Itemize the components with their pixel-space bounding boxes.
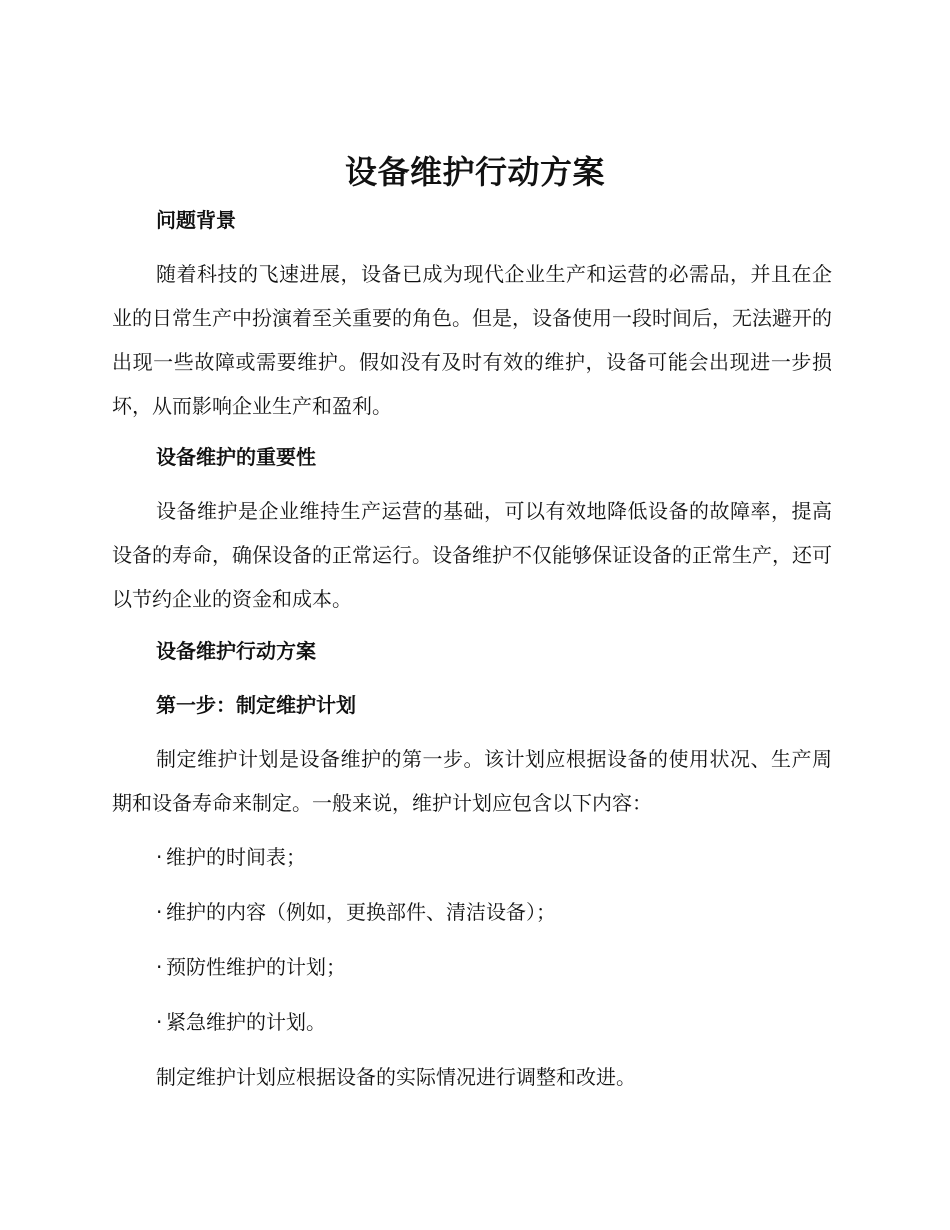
paragraph-importance: 设备维护是企业维持生产运营的基础，可以有效地降低设备的故障率，提高设备的寿命，确保设备的正常运行。设备维护不仅能够保证设备的正常生产，还可以节约企业的资金和成本。 [112, 499, 832, 611]
list-item-text: 维护的时间表； [166, 845, 306, 869]
list-item [156, 945, 832, 989]
list-item [156, 1000, 832, 1044]
bullet-marker: · [156, 955, 163, 979]
section-heading-step1: 第一步：制定维护计划 [156, 693, 356, 717]
section-heading-plan: 设备维护行动方案 [156, 639, 316, 663]
paragraph-background: 随着科技的飞速进展，设备已成为现代企业生产和运营的必需品，并且在企业的日常生产中扮演着至关重要的角色。但是，设备使用一段时间后，无法避开的出现一些故障或需要维护。假如没有及时有效的维护，设备可能会出现进一步损坏，从而影响企业生产和盈利。 [112, 262, 832, 418]
bullet-marker: · [156, 1010, 163, 1034]
list-item [156, 890, 832, 934]
list-item-text: 紧急维护的计划。 [166, 1010, 326, 1034]
list-item-text: 维护的内容（例如，更换部件、清洁设备）； [166, 900, 556, 924]
list-item [156, 835, 832, 879]
section-heading-importance: 设备维护的重要性 [156, 445, 316, 469]
document-title: 设备维护行动方案 [344, 153, 605, 191]
paragraph-step1: 制定维护计划是设备维护的第一步。该计划应根据设备的使用状况、生产周期和设备寿命来制定。一般来说，维护计划应包含以下内容： [112, 747, 832, 815]
paragraph-closing: 制定维护计划应根据设备的实际情况进行调整和改进。 [156, 1065, 636, 1089]
section-heading-background: 问题背景 [156, 208, 236, 232]
bullet-marker: · [156, 900, 163, 924]
bullet-marker: · [156, 845, 163, 869]
list-item-text: 预防性维护的计划； [166, 955, 346, 979]
